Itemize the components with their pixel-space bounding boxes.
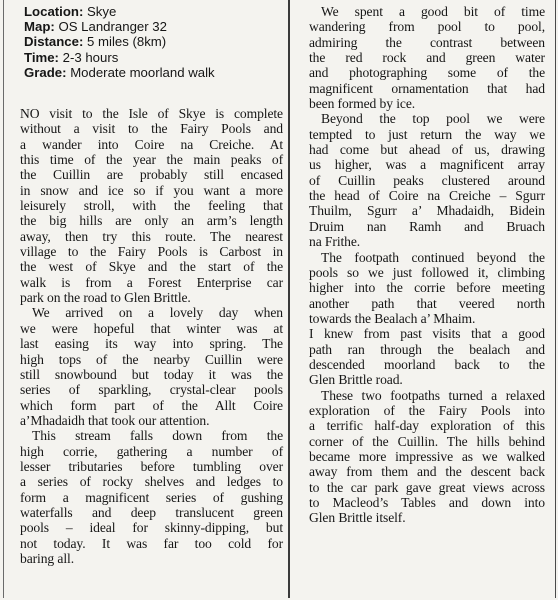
- article-line: a wander into Coire na Creiche. At: [20, 136, 283, 152]
- article-line: Thuilm, Sgurr a’ Mhadaidh, Bidein: [309, 203, 545, 219]
- article-line: corner of the Cuillin. The hills behind: [309, 433, 545, 449]
- article-line: village to the Fairy Pools is Carbost in: [20, 244, 283, 260]
- article-line: waterfalls and deep translucent green: [20, 504, 283, 520]
- article-line: These two footpaths turned a relaxed: [321, 387, 545, 403]
- article-line: the red rock and green water: [309, 50, 545, 66]
- article-line: Beyond the top pool we were: [321, 111, 545, 127]
- article-line: a series of rocky shelves and ledges to: [20, 474, 283, 490]
- article-line: magnificent ornamentation that had: [309, 80, 545, 96]
- info-location: Location: Skye: [24, 4, 117, 19]
- article-line: away, then try this route. The nearest: [20, 228, 283, 244]
- article-line: wandering from pool to pool,: [309, 19, 545, 35]
- article-line: Druim nan Ramh and Bruach: [309, 218, 545, 234]
- article-line: last easing its way into spring. The: [20, 336, 283, 352]
- info-distance: Distance: 5 miles (8km): [24, 34, 167, 50]
- article-paragraph: [309, 4, 545, 111]
- article-line: admiring the contrast between: [309, 34, 545, 50]
- article-line: we were hopeful that winter was at: [20, 320, 283, 336]
- article-line: this time of the year the main peaks of: [20, 152, 283, 168]
- article-line: and photographing some of the: [309, 65, 545, 81]
- article-line: the head of Coire na Creiche – Sgurr: [309, 188, 545, 204]
- article-line: Glen Brittle itself.: [309, 510, 406, 526]
- article-line: pools – ideal for skinny-dipping, but: [20, 520, 283, 536]
- article-line: the big hills are only an arm’s length: [20, 213, 283, 229]
- article-line: This stream falls down from the: [32, 428, 283, 444]
- article-line: high corrie, gathering a number of: [20, 443, 283, 459]
- info-grade: Grade: Moderate moorland walk: [24, 64, 215, 80]
- article-line: We arrived on a lovely day when: [32, 305, 283, 321]
- article-line: to the car park gave great views across: [309, 479, 545, 495]
- article-line: away from them and the descent back: [309, 464, 545, 480]
- article-line: another path that veered north: [309, 295, 545, 311]
- article-paragraph: [309, 388, 545, 526]
- article-line: I knew from past visits that a good: [309, 326, 545, 342]
- article-line: the west of Skye and the start of the: [20, 259, 283, 275]
- article-line: leisurely stroll, with the feeling that: [20, 198, 283, 214]
- article-paragraph: [309, 250, 545, 327]
- article-line: tempted to just return the way we: [309, 126, 545, 142]
- article-line: Glen Brittle road.: [309, 372, 403, 388]
- article-line: a terrific half-day exploration of this: [309, 418, 545, 434]
- article-line: baring all.: [20, 550, 75, 566]
- article-line: to Macleod’s Tables and down into: [309, 495, 545, 510]
- article-line: We spent a good bit of time: [321, 4, 545, 19]
- article-paragraph: [309, 111, 545, 249]
- article-left-column: [20, 106, 283, 566]
- info-map: Map: OS Landranger 32: [24, 19, 167, 35]
- article-line: high tops of the nearby Cuillin were: [20, 351, 283, 367]
- article-paragraph: [20, 428, 283, 566]
- article-line: exploration of the Fairy Pools into: [309, 402, 545, 418]
- info-time: Time: 2-3 hours: [24, 49, 119, 65]
- article-line: towards the Bealach a’ Mhaim.: [309, 310, 476, 326]
- article-line: walk is from a Forest Enterprise car: [20, 274, 283, 290]
- article-line: a’Mhadaidh that took our attention.: [20, 412, 210, 428]
- article-line: na Frithe.: [309, 234, 361, 250]
- article-line: The footpath continued beyond the: [321, 249, 545, 265]
- article-line: had come but ahead of us, drawing: [309, 142, 545, 158]
- article-paragraph: [309, 326, 545, 387]
- article-line: pools so we just followed it, climbing: [309, 264, 545, 280]
- article-line: NO visit to the Isle of Skye is complete: [20, 106, 283, 121]
- article-line: path ran through the bealach and: [309, 341, 545, 357]
- article-line: which form part of the Allt Coire: [20, 397, 283, 413]
- article-right-column: [309, 4, 545, 526]
- article-paragraph: [20, 305, 283, 428]
- article-line: been formed by ice.: [309, 96, 416, 112]
- article-line: us higher, was a magnificent array: [309, 157, 545, 173]
- article-line: higher into the corrie before meeting: [309, 280, 545, 296]
- article-line: without a visit to the Fairy Pools and: [20, 121, 283, 137]
- article-line: became more impressive as we walked: [309, 448, 545, 464]
- article-line: in snow and ice so if you want a more: [20, 182, 283, 198]
- article-line: of Cuillin peaks clustered around: [309, 172, 545, 188]
- article-line: series of sparkling, crystal-clear pools: [20, 382, 283, 398]
- article-line: still snowbound but today it was the: [20, 366, 283, 382]
- route-info-box: [24, 4, 284, 80]
- article-paragraph: [20, 106, 283, 305]
- article-line: park on the road to Glen Brittle.: [20, 290, 191, 306]
- article-line: lesser tributaries before tumbling over: [20, 458, 283, 474]
- article-line: not today. It was far too cold for: [20, 535, 283, 551]
- article-line: descended moorland back to the: [309, 356, 545, 372]
- article-line: the Cuillin are probably still encased: [20, 167, 283, 183]
- article-line: form a magnificent series of gushing: [20, 489, 283, 505]
